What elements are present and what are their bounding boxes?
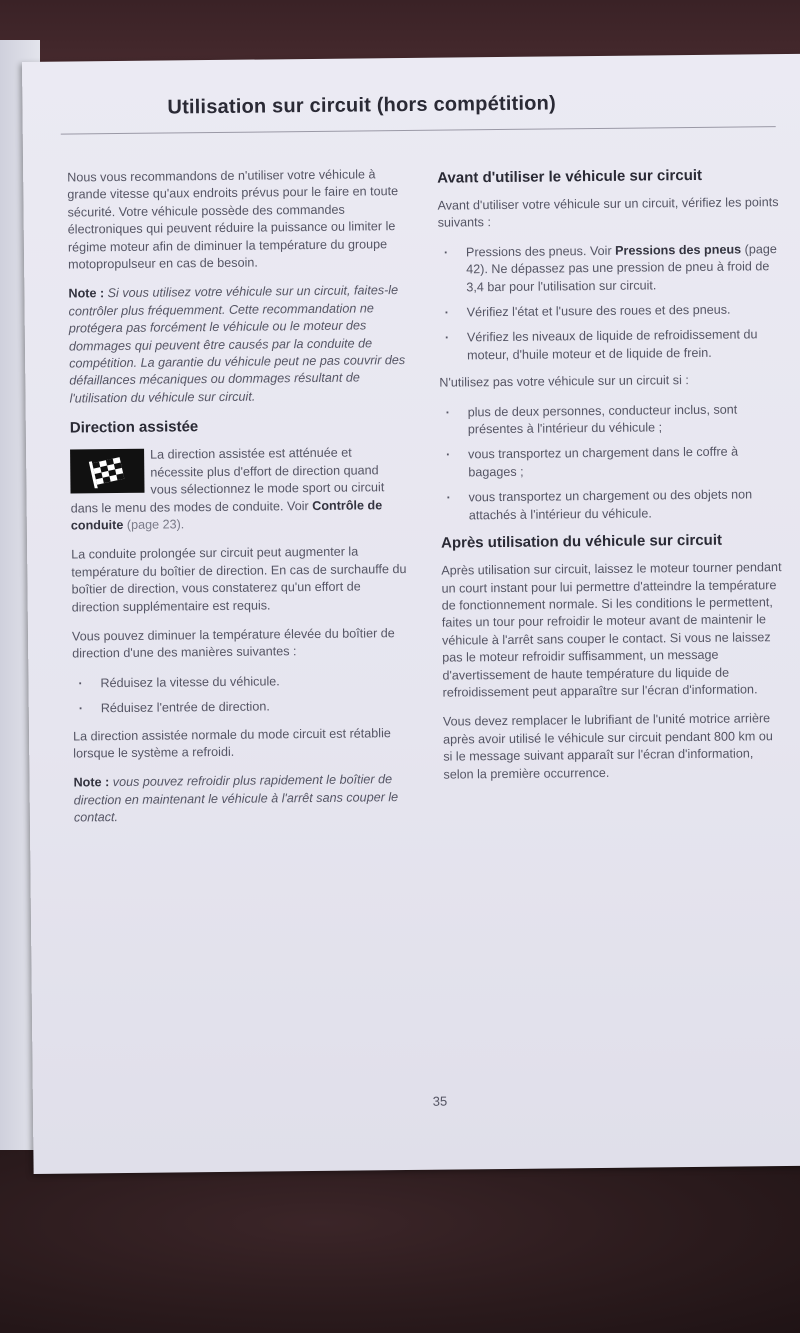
background-bottom	[0, 1150, 800, 1333]
before-use-intro: Avant d'utiliser votre véhicule sur un circuit, vérifiez les points suivants :	[437, 195, 779, 231]
note-paragraph	[68, 282, 407, 407]
note-text: Si vous utilisez votre véhicule sur un circuit, faites-le contrôler plus fréquemment. Cette recommandation ne protégera pas forcément le véhicule ou le moteur des dommages qui peuvent être causés par la conduite de compétition. La garantie du véhicule peut ne pas couvrir des défaillances mécaniques ou dommages résultant de l'utilisation du véhicule sur circuit.	[68, 283, 406, 406]
do-not-use-intro: N'utilisez pas votre véhicule sur un circuit si :	[439, 373, 689, 390]
note-label: Note :	[68, 286, 105, 301]
drive-control-link[interactable]: Contrôle de conduite	[70, 497, 383, 533]
list-item	[438, 241, 781, 297]
lubricant-paragraph: Vous devez remplacer le lubrifiant de l'unité motrice arrière après avoir utilisé le véhicule sur circuit pendant 800 km ou si le message suivant apparaît sur l'écran d'information, selon la première occurrence.	[442, 711, 773, 782]
section-heading-power-steering: Direction assistée	[69, 418, 199, 437]
reduce-temp-list	[72, 672, 410, 718]
note-paragraph-2	[73, 771, 412, 827]
note-label: Note :	[73, 775, 110, 790]
left-column	[67, 166, 412, 839]
do-not-use-list	[440, 401, 783, 525]
list-item: · Réduisez la vitesse du véhicule.	[72, 672, 410, 693]
intro-paragraph: Nous vous recommandons de n'utiliser votre véhicule à grande vitesse qu'aux endroits prévus pour le faire en toute sécurité. Votre véhicule possède des commandes électroniques qui peuvent réduire la puissance ou limiter le régime moteur afin de diminuer la température du groupe motopropulseur en cas de besoin.	[67, 167, 399, 272]
reduce-temp-paragraph: Vous pouvez diminuer la température élevée du boîtier de direction d'une des manières suivantes :	[71, 626, 395, 661]
list-item: · vous transportez un chargement ou des objets non attachés à l'intérieur du véhicule.	[441, 486, 783, 524]
list-item: · plus de deux personnes, conducteur inclus, sont présentes à l'intérieur du véhicule ;	[440, 401, 782, 439]
power-steering-text: La direction assistée est atténuée et nécessite plus d'effort de direction quand vous sélectionnez le mode sport ou circuit dans le menu des modes de conduite. Voir	[70, 445, 385, 516]
checkered-flag-icon	[70, 449, 144, 494]
list-item: · Vérifiez l'état et l'usure des roues et des pneus.	[439, 301, 781, 322]
list-item: · vous transportez un chargement dans le coffre à bagages ;	[440, 444, 782, 482]
section-heading-before-use: Avant d'utiliser le véhicule sur circuit	[437, 166, 703, 187]
restore-paragraph: La direction assistée normale du mode circuit est rétablie lorsque le système a refroidi.	[72, 725, 391, 761]
manual-page	[22, 54, 800, 1174]
title-divider	[61, 126, 776, 134]
list-item: · Réduisez l'entrée de direction.	[73, 697, 411, 718]
checks-list	[438, 241, 781, 365]
page-number: 35	[432, 1093, 448, 1109]
section-heading-after-use: Après utilisation du véhicule sur circuit	[440, 531, 723, 552]
page-reference: (page 23).	[126, 517, 185, 532]
list-item: · Vérifiez les niveaux de liquide de refroidissement du moteur, d'huile moteur et de liquide de frein.	[439, 327, 781, 365]
page-title: Utilisation sur circuit (hors compétition)	[167, 92, 557, 119]
note-text: vous pouvez refroidir plus rapidement le boîtier de direction en maintenant le véhicule à l'arrêt sans couper le contact.	[73, 772, 399, 825]
check-text: Pressions des pneus. Voir	[465, 243, 612, 260]
check-text: (page 42). Ne dépassez pas une pression de pneu à froid de 3,4 bar pour l'utilisation sur circuit.	[466, 241, 777, 294]
overheat-paragraph: La conduite prolongée sur circuit peut augmenter la température du boîtier de direction. En cas de surchauffe du boîtier de direction, vous constaterez qu'un effort de direction supplémentaire est requis.	[71, 544, 407, 615]
power-steering-paragraph	[70, 444, 409, 535]
right-column	[437, 162, 786, 796]
after-use-paragraph: Après utilisation sur circuit, laissez le moteur tourner pendant un court instant pour lui permettre d'atteindre la température de fonctionnement normale. Si les conditions le permettent, faites un tour pour refroidir le moteur avant de maintenir le véhicule à l'arrêt sans couper le contact. Si vous ne laissez pas le moteur refroidir suffisamment, un message d'avertissement de haute température du liquide de refroidissement peut apparaître sur l'écran d'information.	[441, 560, 782, 700]
tire-pressure-link[interactable]: Pressions des pneus	[615, 242, 742, 258]
